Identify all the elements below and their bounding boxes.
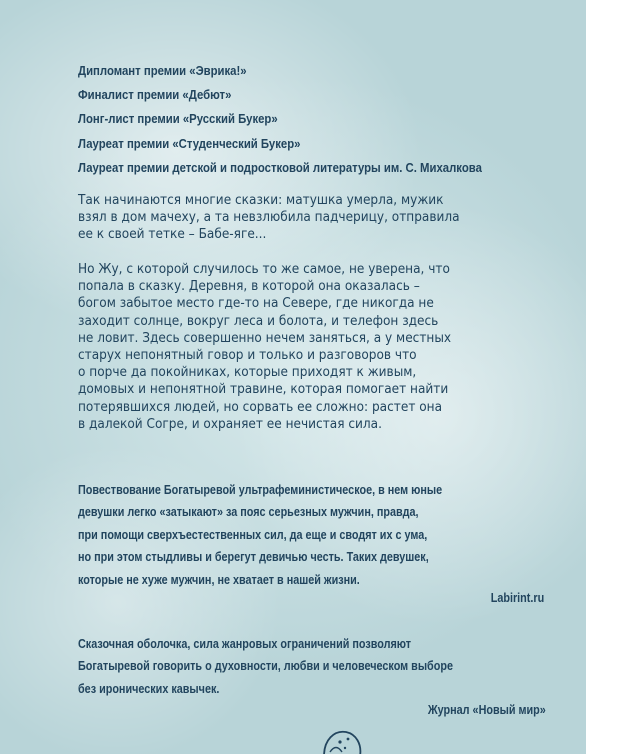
paragraph-line: Но Жу, с которой случилось то же самое, не уверена, что bbox=[78, 262, 450, 277]
award-line: Лонг-лист премии «Русский Букер» bbox=[78, 111, 278, 127]
award-line: Дипломант премии «Эврика!» bbox=[78, 63, 247, 78]
quote-line: девушки легко «затыкают» за пояс серьезных мужчин, правда, bbox=[78, 504, 419, 520]
paragraph-line: Так начинаются многие сказки: матушка умерла, мужик bbox=[78, 193, 444, 208]
paragraph-line: заходит солнце, вокруг леса и болота, и телефон здесь bbox=[78, 313, 439, 329]
award-line: Лауреат премии «Студенческий Букер» bbox=[78, 135, 301, 151]
quote-line: Сказочная оболочка, сила жанровых ограничений позволяют bbox=[78, 636, 412, 651]
paragraph-line: взял в дом мачеху, а та невзлюбила падчерицу, отправила bbox=[78, 210, 460, 226]
review-quote-1 bbox=[78, 479, 442, 591]
quote-line: без иронических кавычек. bbox=[78, 680, 220, 696]
annotation-paragraph-2 bbox=[78, 261, 451, 433]
awards-list bbox=[78, 59, 482, 180]
paragraph-line: старух непонятный говор и только и разговоров что bbox=[78, 348, 417, 364]
paragraph-line: потерявшихся людей, но сорвать ее сложно: растет она bbox=[78, 399, 443, 415]
publisher-logo-icon bbox=[318, 726, 366, 754]
paragraph-line: богом забытое место где-то на Севере, где никогда не bbox=[78, 296, 434, 312]
review-quote-2 bbox=[78, 633, 453, 700]
annotation-paragraph-1 bbox=[78, 192, 460, 244]
award-line: Лауреат премии детской и подростковой литературы им. С. Михалкова bbox=[78, 159, 482, 175]
paragraph-line: в далекой Согре, и охраняет ее нечистая сила. bbox=[78, 416, 382, 432]
review-source-2: Журнал «Новый мир» bbox=[428, 702, 546, 717]
quote-line: Повествование Богатыревой ультрафеминистическое, в нем юные bbox=[78, 482, 443, 497]
paragraph-line: домовых и непонятной травине, которая помогает найти bbox=[78, 382, 449, 398]
quote-line: Богатыревой говорить о духовности, любви и человеческом выборе bbox=[78, 658, 453, 674]
paragraph-line: не ловит. Здесь совершенно нечем заняться, а у местных bbox=[78, 330, 452, 346]
paragraph-line: ее к своей тетке – Бабе-яге... bbox=[78, 227, 267, 243]
paragraph-line: о порче да покойниках, которые приходят к живым, bbox=[78, 365, 417, 381]
award-line: Финалист премии «Дебют» bbox=[78, 87, 232, 103]
paragraph-line: попала в сказку. Деревня, в которой она оказалась – bbox=[78, 279, 420, 295]
quote-line: но при этом стыдливы и берегут девичью честь. Таких девушек, bbox=[78, 549, 429, 565]
review-source-1: Labirint.ru bbox=[490, 590, 544, 605]
quote-line: которые не хуже мужчин, не хватает в нашей жизни. bbox=[78, 571, 360, 587]
quote-line: при помощи сверхъестественных сил, да еще и сводят их с ума, bbox=[78, 526, 428, 542]
